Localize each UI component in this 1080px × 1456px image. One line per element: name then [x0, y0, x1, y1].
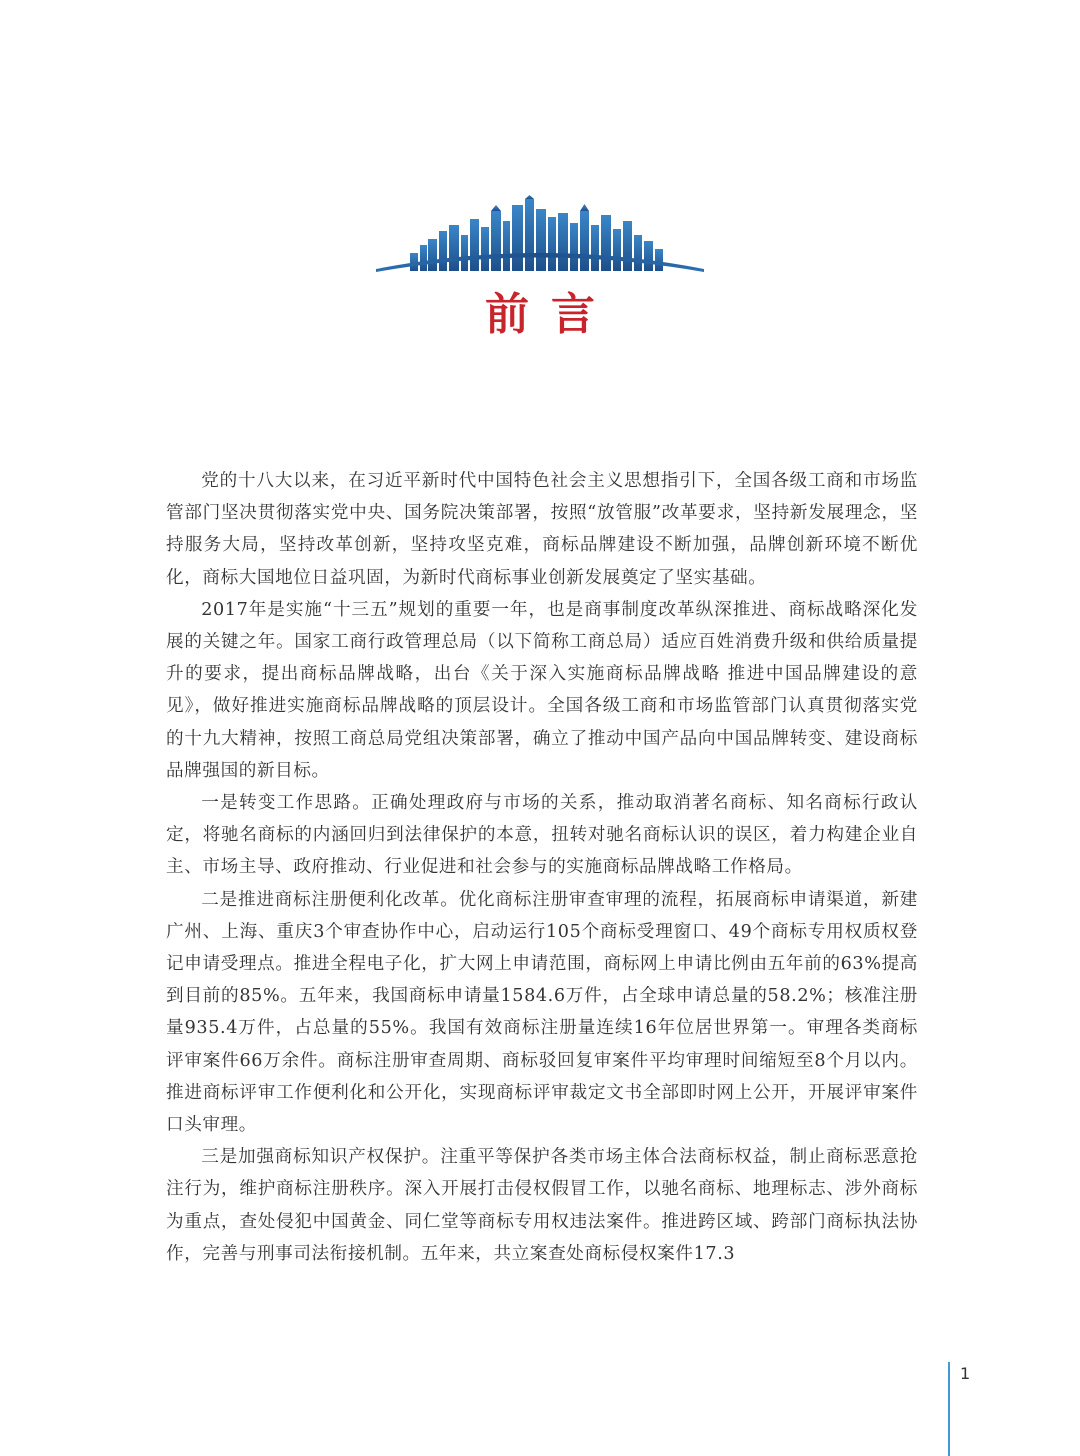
page-title: 前言 — [485, 289, 617, 340]
city-skyline-illustration — [370, 195, 710, 275]
page-number: 1 — [960, 1364, 971, 1383]
page-number-rule — [948, 1362, 950, 1456]
paragraph: 党的十八大以来，在习近平新时代中国特色社会主义思想指引下，全国各级工商和市场监管部门坚决贯彻落实党中央、国务院决策部署，按照“放管服”改革要求，坚持新发展理念，坚持服务大局，坚持改革创新，坚持攻坚克难，商标品牌建设不断加强，品牌创新环境不断优化，商标大国地位日益巩固，为新时代商标事业创新发展奠定了坚实基础。 — [166, 471, 918, 588]
paragraph: 三是加强商标知识产权保护。注重平等保护各类市场主体合法商标权益，制止商标恶意抢注行为，维护商标注册秩序。深入开展打击侵权假冒工作，以驰名商标、地理标志、涉外商标为重点，查处侵犯中国黄金、同仁堂等商标专用权违法案件。推进跨区域、跨部门商标执法协作，完善与刑事司法衔接机制。五年来，共立案查处商标侵权案件17.3 — [166, 1147, 918, 1264]
paragraph: 一是转变工作思路。正确处理政府与市场的关系，推动取消著名商标、知名商标行政认定，将驰名商标的内涵回归到法律保护的本意，扭转对驰名商标认识的误区，着力构建企业自主、市场主导、政府推动、行业促进和社会参与的实施商标品牌战略工作格局。 — [166, 793, 918, 878]
body-text — [166, 465, 918, 1270]
paragraph: 2017年是实施“十三五”规划的重要一年，也是商事制度改革纵深推进、商标战略深化发展的关键之年。国家工商行政管理总局（以下简称工商总局）适应百姓消费升级和供给质量提升的要求，提出商标品牌战略，出台《关于深入实施商标品牌战略 推进中国品牌建设的意见》，做好推进实施商标品牌战略的顶层设计。全国各级工商和市场监管部门认真贯彻落实党的十九大精神，按照工商总局党组决策部署，确立了推动中国产品向中国品牌转变、建设商标品牌强国的新目标。 — [166, 599, 918, 781]
paragraph: 二是推进商标注册便利化改革。优化商标注册审查审理的流程，拓展商标申请渠道，新建广州、上海、重庆3个审查协作中心，启动运行105个商标受理窗口、49个商标专用权质权登记申请受理点。推进全程电子化，扩大网上申请范围，商标网上申请比例由五年前的63%提高到目前的85%。五年来，我国商标申请量1584.6万件，占全球申请总量的58.2%；核准注册量935.4万件，占总量的55%。我国有效商标注册量连续16年位居世界第一。审理各类商标评审案件66万余件。商标注册审查周期、商标驳回复审案件平均审理时间缩短至8个月以内。推进商标评审工作便利化和公开化，实现商标评审裁定文书全部即时网上公开，开展评审案件口头审理。 — [166, 889, 918, 1136]
